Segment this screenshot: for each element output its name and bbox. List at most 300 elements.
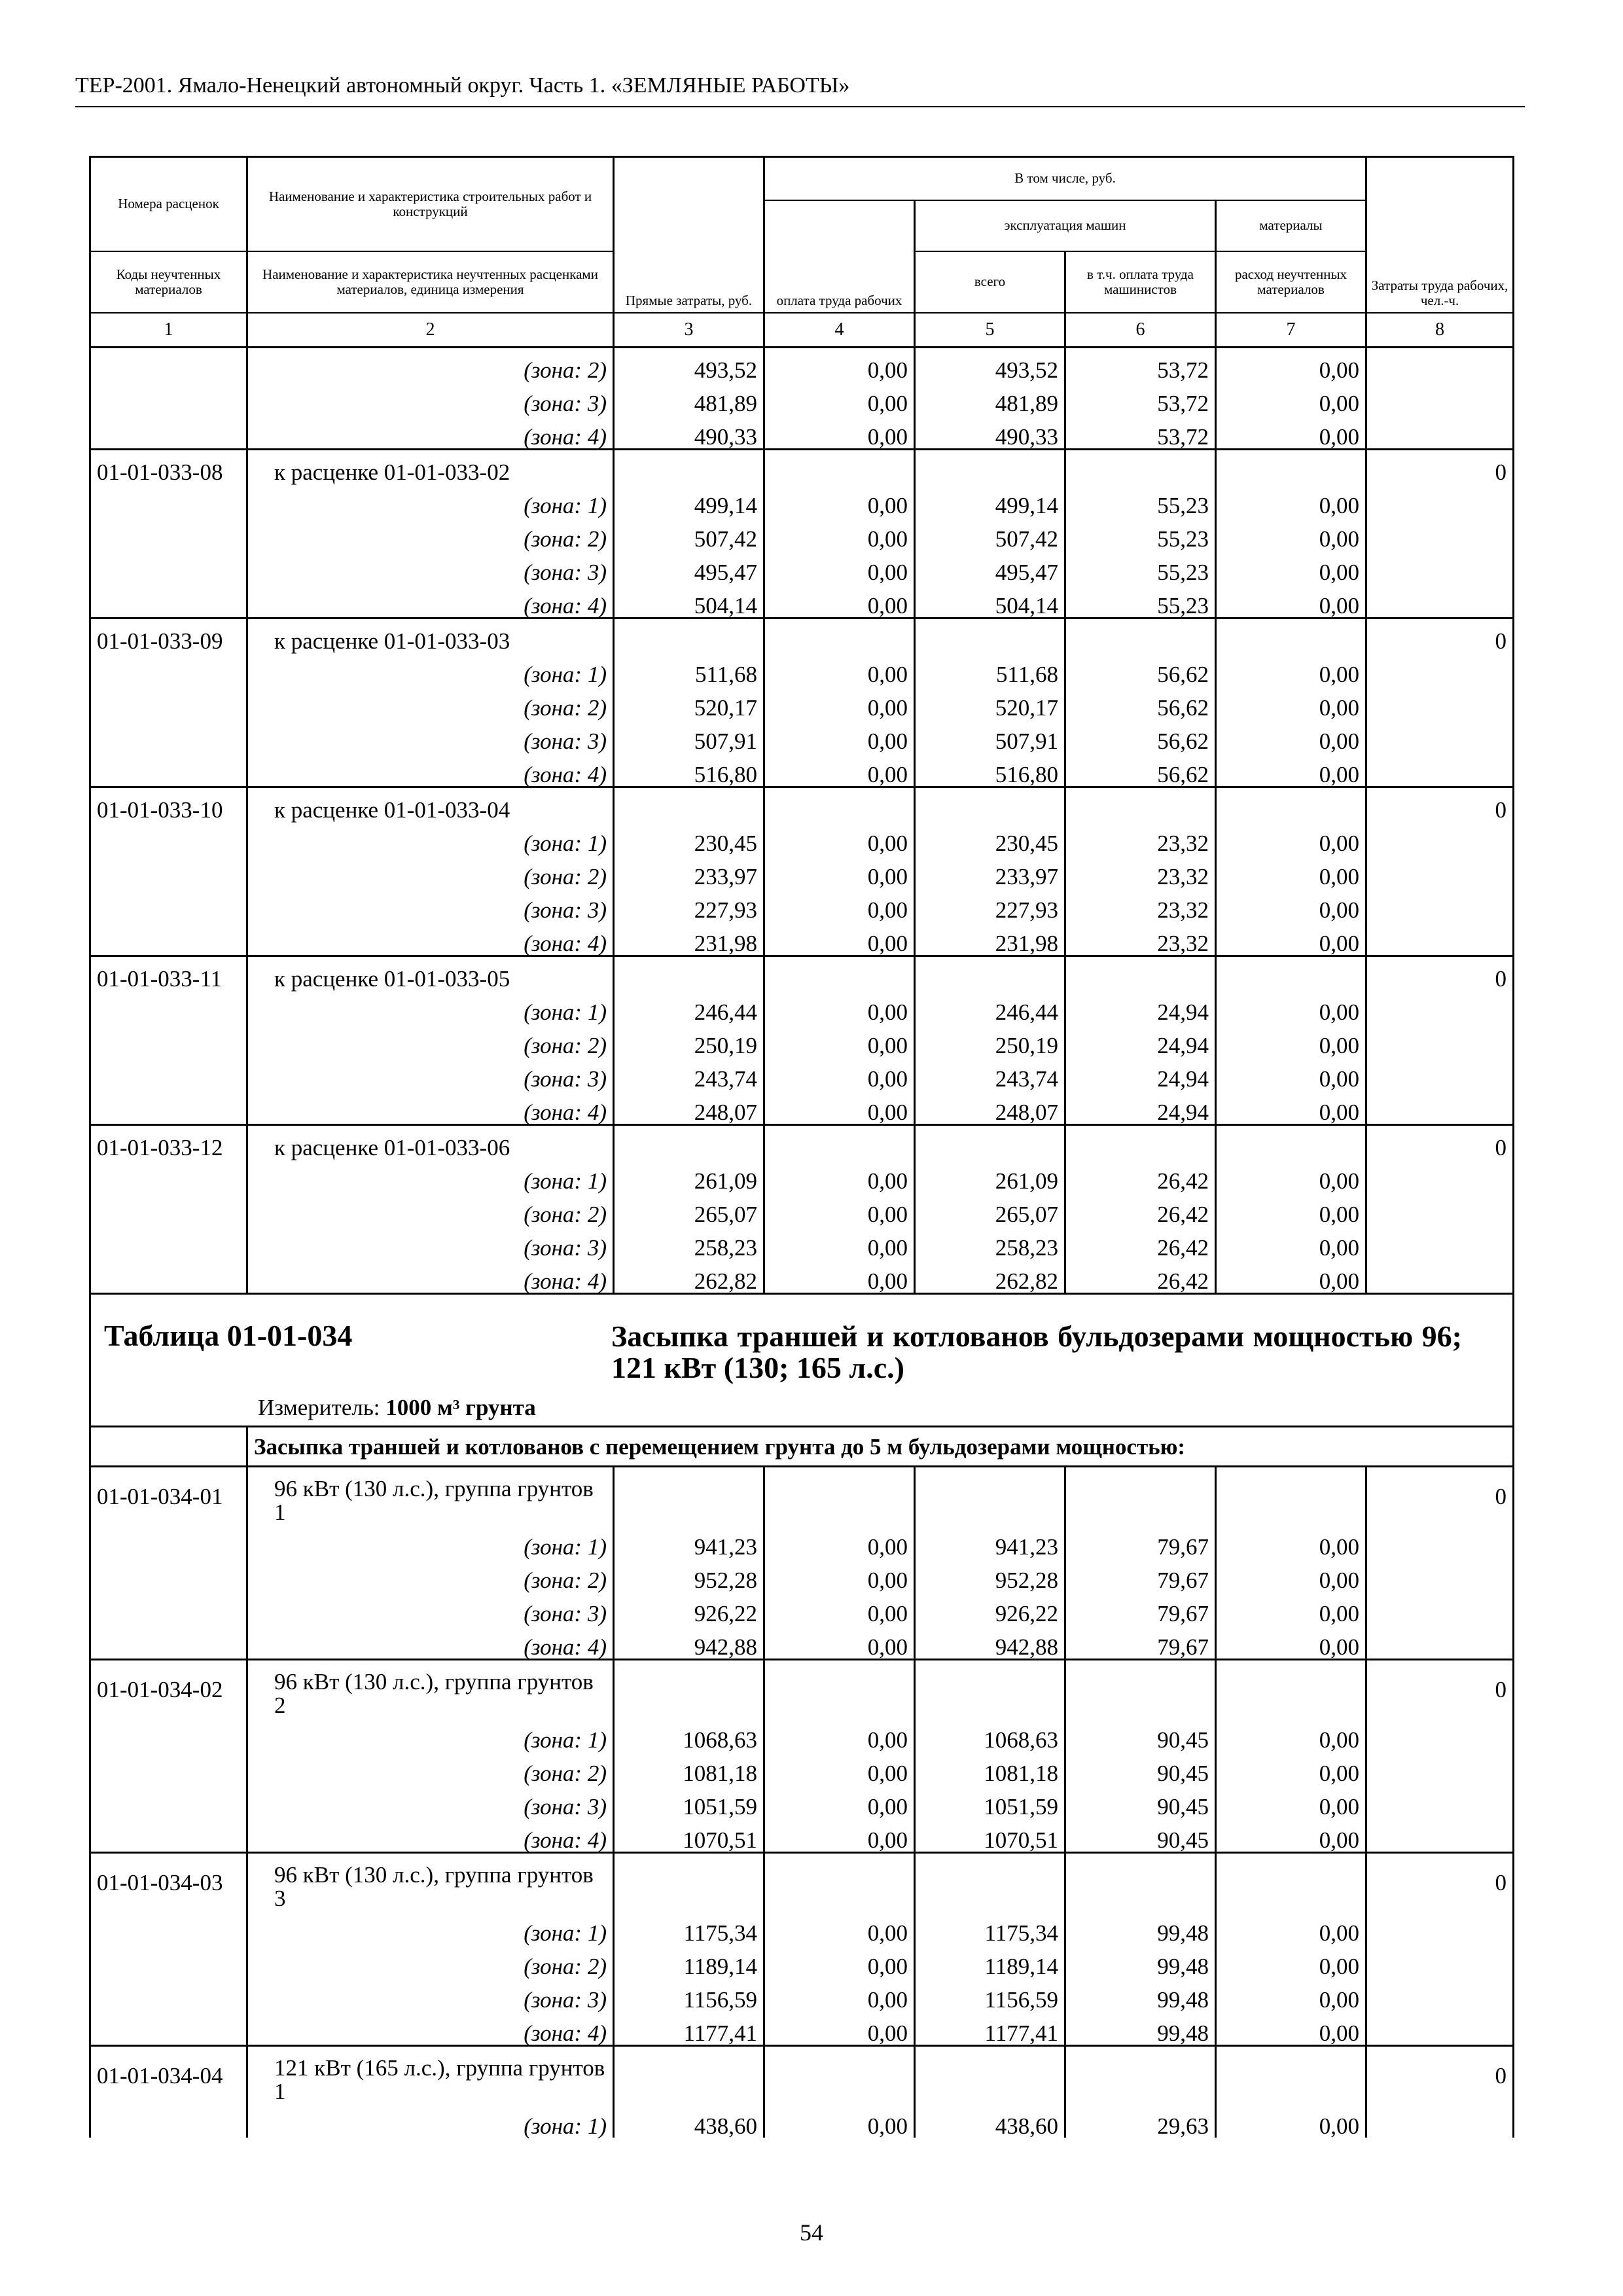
direct-costs-value: 265,07 bbox=[614, 1193, 764, 1226]
worker-pay-value: 0,00 bbox=[764, 990, 915, 1024]
rate-group-row bbox=[90, 1467, 1514, 1526]
header-including: В том числе, руб. bbox=[764, 157, 1366, 201]
table-body bbox=[90, 157, 1514, 2138]
direct-costs-value: 1189,14 bbox=[614, 1945, 764, 1978]
rate-code-cell bbox=[90, 653, 247, 686]
machinist-pay-value: 56,62 bbox=[1065, 719, 1216, 753]
header-material-names: Наименование и характеристика неучтенных расценками материалов, единица измерения bbox=[247, 251, 614, 313]
header-divider bbox=[75, 106, 1525, 107]
header-direct-costs: Прямые затраты, руб. bbox=[614, 157, 764, 314]
zone-label: (зона: 3) bbox=[247, 888, 614, 922]
materials-value: 0,00 bbox=[1216, 1911, 1366, 1945]
worker-pay-value: 0,00 bbox=[764, 1592, 915, 1625]
labor-cell bbox=[1366, 922, 1514, 956]
machine-total-value: 507,91 bbox=[915, 719, 1065, 753]
materials-value bbox=[1216, 1467, 1366, 1526]
zone-row bbox=[90, 1785, 1514, 1818]
zone-row bbox=[90, 1558, 1514, 1592]
materials-value: 0,00 bbox=[1216, 855, 1366, 888]
labor-cell bbox=[1366, 686, 1514, 719]
direct-costs-value bbox=[614, 2046, 764, 2105]
worker-pay-value: 0,00 bbox=[764, 1057, 915, 1090]
zone-label: (зона: 1) bbox=[247, 821, 614, 855]
rate-code: 01-01-033-10 bbox=[90, 787, 247, 822]
materials-value: 0,00 bbox=[1216, 484, 1366, 517]
machine-total-value: 516,80 bbox=[915, 753, 1065, 787]
header-work-name: Наименование и характеристика строительных работ и конструкций bbox=[247, 157, 614, 252]
labor-cell bbox=[1366, 348, 1514, 382]
labor-cell bbox=[1366, 1226, 1514, 1259]
direct-costs-value: 258,23 bbox=[614, 1226, 764, 1259]
zone-label: (зона: 4) bbox=[247, 922, 614, 956]
column-number: 1 bbox=[90, 313, 247, 348]
rate-name: к расценке 01-01-033-06 bbox=[247, 1125, 614, 1160]
labor-cell bbox=[1366, 1718, 1514, 1751]
column-number: 3 bbox=[614, 313, 764, 348]
rate-code-cell bbox=[90, 1785, 247, 1818]
machine-total-value: 1070,51 bbox=[915, 1818, 1065, 1853]
worker-pay-value: 0,00 bbox=[764, 1625, 915, 1660]
rate-code-cell bbox=[90, 584, 247, 619]
materials-value: 0,00 bbox=[1216, 1226, 1366, 1259]
machinist-pay-value: 99,48 bbox=[1065, 1911, 1216, 1945]
zone-row bbox=[90, 382, 1514, 415]
page-header: ТЕР-2001. Ямало-Ненецкий автономный округ. Часть 1. «ЗЕМЛЯНЫЕ РАБОТЫ» bbox=[75, 73, 850, 98]
worker-pay-value: 0,00 bbox=[764, 686, 915, 719]
machine-total-value bbox=[915, 787, 1065, 822]
direct-costs-value: 227,93 bbox=[614, 888, 764, 922]
materials-value: 0,00 bbox=[1216, 1978, 1366, 2011]
labor-value: 0 bbox=[1366, 1660, 1514, 1719]
materials-value: 0,00 bbox=[1216, 922, 1366, 956]
worker-pay-value: 0,00 bbox=[764, 382, 915, 415]
rate-code-cell bbox=[90, 2104, 247, 2138]
header-row-1 bbox=[90, 157, 1514, 201]
machine-total-value: 520,17 bbox=[915, 686, 1065, 719]
section-title: Засыпка траншей и котлованов с перемещением грунта до 5 м бульдозерами мощностью: bbox=[247, 1427, 1514, 1467]
materials-value bbox=[1216, 619, 1366, 653]
direct-costs-value: 481,89 bbox=[614, 382, 764, 415]
header-labor: Затраты труда рабочих, чел.-ч. bbox=[1366, 157, 1514, 314]
direct-costs-value: 499,14 bbox=[614, 484, 764, 517]
zone-label: (зона: 2) bbox=[247, 855, 614, 888]
materials-value bbox=[1216, 450, 1366, 484]
zone-label: (зона: 2) bbox=[247, 686, 614, 719]
worker-pay-value: 0,00 bbox=[764, 1978, 915, 2011]
machinist-pay-value: 99,48 bbox=[1065, 1978, 1216, 2011]
materials-value: 0,00 bbox=[1216, 1785, 1366, 1818]
rate-code: 01-01-034-01 bbox=[90, 1467, 247, 1526]
labor-value: 0 bbox=[1366, 1467, 1514, 1526]
machinist-pay-value: 23,32 bbox=[1065, 922, 1216, 956]
rate-code-cell bbox=[90, 1911, 247, 1945]
rate-code-cell bbox=[90, 1978, 247, 2011]
labor-value: 0 bbox=[1366, 2046, 1514, 2105]
zone-row bbox=[90, 484, 1514, 517]
worker-pay-value: 0,00 bbox=[764, 855, 915, 888]
labor-cell bbox=[1366, 1057, 1514, 1090]
machine-total-value bbox=[915, 450, 1065, 484]
rate-name: 96 кВт (130 л.с.), группа грунтов 1 bbox=[247, 1467, 614, 1526]
worker-pay-value: 0,00 bbox=[764, 1525, 915, 1558]
zone-label: (зона: 3) bbox=[247, 1785, 614, 1818]
materials-value: 0,00 bbox=[1216, 584, 1366, 619]
worker-pay-value: 0,00 bbox=[764, 922, 915, 956]
zone-row bbox=[90, 1193, 1514, 1226]
zone-label: (зона: 4) bbox=[247, 753, 614, 787]
machinist-pay-value: 26,42 bbox=[1065, 1159, 1216, 1193]
machine-total-value: 493,52 bbox=[915, 348, 1065, 382]
zone-row bbox=[90, 653, 1514, 686]
materials-value bbox=[1216, 787, 1366, 822]
zone-label: (зона: 1) bbox=[247, 1159, 614, 1193]
machinist-pay-value: 29,63 bbox=[1065, 2104, 1216, 2138]
zone-label: (зона: 3) bbox=[247, 1592, 614, 1625]
machine-total-value: 942,88 bbox=[915, 1625, 1065, 1660]
rate-name: 96 кВт (130 л.с.), группа грунтов 2 bbox=[247, 1660, 614, 1719]
rate-code-cell bbox=[90, 1718, 247, 1751]
zone-row bbox=[90, 855, 1514, 888]
direct-costs-value: 261,09 bbox=[614, 1159, 764, 1193]
materials-value: 0,00 bbox=[1216, 1718, 1366, 1751]
zone-label: (зона: 4) bbox=[247, 1259, 614, 1294]
machinist-pay-value: 90,45 bbox=[1065, 1785, 1216, 1818]
worker-pay-value: 0,00 bbox=[764, 517, 915, 550]
labor-cell bbox=[1366, 1558, 1514, 1592]
direct-costs-value: 926,22 bbox=[614, 1592, 764, 1625]
direct-costs-value: 520,17 bbox=[614, 686, 764, 719]
machine-total-value: 495,47 bbox=[915, 550, 1065, 584]
machine-total-value: 246,44 bbox=[915, 990, 1065, 1024]
machinist-pay-value bbox=[1065, 1853, 1216, 1912]
machine-total-value bbox=[915, 1125, 1065, 1160]
rate-code: 01-01-033-09 bbox=[90, 619, 247, 653]
zone-label: (зона: 2) bbox=[247, 1193, 614, 1226]
header-machinist-pay: в т.ч. оплата труда машинистов bbox=[1065, 251, 1216, 313]
header-worker-pay: оплата труда рабочих bbox=[764, 200, 915, 313]
zone-row bbox=[90, 1159, 1514, 1193]
rate-code-cell bbox=[90, 1592, 247, 1625]
worker-pay-value: 0,00 bbox=[764, 348, 915, 382]
zone-label: (зона: 1) bbox=[247, 990, 614, 1024]
machinist-pay-value: 79,67 bbox=[1065, 1525, 1216, 1558]
machine-total-value: 507,42 bbox=[915, 517, 1065, 550]
machine-total-value: 261,09 bbox=[915, 1159, 1065, 1193]
zone-label: (зона: 4) bbox=[247, 1625, 614, 1660]
materials-value: 0,00 bbox=[1216, 2104, 1366, 2138]
zone-row bbox=[90, 990, 1514, 1024]
rate-code: 01-01-034-03 bbox=[90, 1853, 247, 1912]
machinist-pay-value: 90,45 bbox=[1065, 1718, 1216, 1751]
machine-total-value bbox=[915, 956, 1065, 991]
zone-label: (зона: 3) bbox=[247, 1226, 614, 1259]
direct-costs-value bbox=[614, 787, 764, 822]
machinist-pay-value: 79,67 bbox=[1065, 1592, 1216, 1625]
materials-value: 0,00 bbox=[1216, 550, 1366, 584]
materials-value: 0,00 bbox=[1216, 1159, 1366, 1193]
materials-value bbox=[1216, 1125, 1366, 1160]
rate-group-row bbox=[90, 787, 1514, 822]
machinist-pay-value: 53,72 bbox=[1065, 382, 1216, 415]
machine-total-value: 258,23 bbox=[915, 1226, 1065, 1259]
machinist-pay-value: 79,67 bbox=[1065, 1625, 1216, 1660]
direct-costs-value: 1156,59 bbox=[614, 1978, 764, 2011]
rate-code: 01-01-034-02 bbox=[90, 1660, 247, 1719]
zone-row bbox=[90, 1525, 1514, 1558]
zone-row bbox=[90, 1625, 1514, 1660]
rate-code-cell bbox=[90, 1525, 247, 1558]
materials-value: 0,00 bbox=[1216, 2011, 1366, 2046]
zone-label: (зона: 2) bbox=[247, 517, 614, 550]
materials-value bbox=[1216, 956, 1366, 991]
rate-code-cell bbox=[90, 484, 247, 517]
direct-costs-value bbox=[614, 450, 764, 484]
machinist-pay-value: 99,48 bbox=[1065, 1945, 1216, 1978]
rate-code-cell bbox=[90, 415, 247, 450]
zone-label: (зона: 2) bbox=[247, 1751, 614, 1785]
direct-costs-value: 246,44 bbox=[614, 990, 764, 1024]
worker-pay-value bbox=[764, 450, 915, 484]
materials-value: 0,00 bbox=[1216, 1259, 1366, 1294]
labor-cell bbox=[1366, 990, 1514, 1024]
machine-total-value: 490,33 bbox=[915, 415, 1065, 450]
rate-code-cell bbox=[90, 821, 247, 855]
machine-total-value: 230,45 bbox=[915, 821, 1065, 855]
rate-code-cell bbox=[90, 888, 247, 922]
machinist-pay-value bbox=[1065, 1660, 1216, 1719]
machine-total-value: 511,68 bbox=[915, 653, 1065, 686]
direct-costs-value: 231,98 bbox=[614, 922, 764, 956]
zone-row bbox=[90, 1911, 1514, 1945]
rate-code-cell bbox=[90, 1945, 247, 1978]
zone-row bbox=[90, 2011, 1514, 2046]
materials-value: 0,00 bbox=[1216, 517, 1366, 550]
worker-pay-value: 0,00 bbox=[764, 484, 915, 517]
direct-costs-value: 504,14 bbox=[614, 584, 764, 619]
machine-total-value: 248,07 bbox=[915, 1090, 1065, 1125]
machine-total-value bbox=[915, 619, 1065, 653]
rate-code-cell bbox=[90, 719, 247, 753]
direct-costs-value: 507,42 bbox=[614, 517, 764, 550]
rate-code-cell bbox=[90, 1259, 247, 1294]
machine-total-value: 1177,41 bbox=[915, 2011, 1065, 2046]
direct-costs-value bbox=[614, 956, 764, 991]
direct-costs-value: 1177,41 bbox=[614, 2011, 764, 2046]
worker-pay-value bbox=[764, 1467, 915, 1526]
machinist-pay-value: 90,45 bbox=[1065, 1818, 1216, 1853]
zone-row bbox=[90, 415, 1514, 450]
direct-costs-value: 438,60 bbox=[614, 2104, 764, 2138]
zone-row bbox=[90, 1978, 1514, 2011]
direct-costs-value: 952,28 bbox=[614, 1558, 764, 1592]
machinist-pay-value: 55,23 bbox=[1065, 584, 1216, 619]
materials-value: 0,00 bbox=[1216, 753, 1366, 787]
header-material-codes: Коды неучтенных материалов bbox=[90, 251, 247, 313]
machine-total-value: 1189,14 bbox=[915, 1945, 1065, 1978]
machine-total-value: 233,97 bbox=[915, 855, 1065, 888]
rate-group-row bbox=[90, 619, 1514, 653]
zone-row bbox=[90, 1024, 1514, 1057]
machine-total-value bbox=[915, 1853, 1065, 1912]
zone-row bbox=[90, 821, 1514, 855]
machine-total-value: 250,19 bbox=[915, 1024, 1065, 1057]
zone-row bbox=[90, 517, 1514, 550]
rate-code-cell bbox=[90, 990, 247, 1024]
machine-total-value bbox=[915, 1467, 1065, 1526]
worker-pay-value: 0,00 bbox=[764, 821, 915, 855]
machine-total-value: 231,98 bbox=[915, 922, 1065, 956]
machinist-pay-value bbox=[1065, 956, 1216, 991]
labor-cell bbox=[1366, 584, 1514, 619]
table-label: Таблица 01-01-034 bbox=[104, 1319, 353, 1352]
labor-cell bbox=[1366, 1024, 1514, 1057]
machinist-pay-value: 23,32 bbox=[1065, 821, 1216, 855]
rate-code-cell bbox=[90, 922, 247, 956]
machinist-pay-value bbox=[1065, 450, 1216, 484]
worker-pay-value: 0,00 bbox=[764, 719, 915, 753]
worker-pay-value bbox=[764, 787, 915, 822]
zone-row bbox=[90, 348, 1514, 382]
zone-label: (зона: 4) bbox=[247, 584, 614, 619]
zone-label: (зона: 3) bbox=[247, 1978, 614, 2011]
machine-total-value: 1156,59 bbox=[915, 1978, 1065, 2011]
worker-pay-value: 0,00 bbox=[764, 653, 915, 686]
labor-cell bbox=[1366, 382, 1514, 415]
rate-name: 96 кВт (130 л.с.), группа грунтов 3 bbox=[247, 1853, 614, 1912]
rate-code-cell bbox=[90, 855, 247, 888]
labor-cell bbox=[1366, 1193, 1514, 1226]
header-machine-operation: эксплуатация машин bbox=[915, 200, 1216, 251]
header-unaccounted-materials: расход неучтенных материалов bbox=[1216, 251, 1366, 313]
worker-pay-value: 0,00 bbox=[764, 1193, 915, 1226]
materials-value: 0,00 bbox=[1216, 415, 1366, 450]
machine-total-value: 926,22 bbox=[915, 1592, 1065, 1625]
worker-pay-value bbox=[764, 1853, 915, 1912]
worker-pay-value: 0,00 bbox=[764, 1159, 915, 1193]
rate-code-cell bbox=[90, 2011, 247, 2046]
machine-total-value: 265,07 bbox=[915, 1193, 1065, 1226]
machinist-pay-value: 99,48 bbox=[1065, 2011, 1216, 2046]
worker-pay-value: 0,00 bbox=[764, 888, 915, 922]
rate-code: 01-01-033-08 bbox=[90, 450, 247, 484]
rate-group-row bbox=[90, 956, 1514, 991]
labor-cell bbox=[1366, 1525, 1514, 1558]
machine-total-value: 438,60 bbox=[915, 2104, 1065, 2138]
rate-code: 01-01-034-04 bbox=[90, 2046, 247, 2105]
worker-pay-value bbox=[764, 1125, 915, 1160]
machinist-pay-value: 55,23 bbox=[1065, 517, 1216, 550]
materials-value: 0,00 bbox=[1216, 686, 1366, 719]
machine-total-value: 952,28 bbox=[915, 1558, 1065, 1592]
rate-code-cell bbox=[90, 1057, 247, 1090]
table-title-row bbox=[90, 1294, 1514, 1427]
machinist-pay-value bbox=[1065, 1125, 1216, 1160]
machinist-pay-value: 24,94 bbox=[1065, 990, 1216, 1024]
direct-costs-value: 516,80 bbox=[614, 753, 764, 787]
direct-costs-value bbox=[614, 1125, 764, 1160]
labor-cell bbox=[1366, 1785, 1514, 1818]
machinist-pay-value bbox=[1065, 619, 1216, 653]
materials-value: 0,00 bbox=[1216, 1945, 1366, 1978]
machine-total-value: 1081,18 bbox=[915, 1751, 1065, 1785]
worker-pay-value bbox=[764, 956, 915, 991]
rate-group-row bbox=[90, 1853, 1514, 1912]
rate-code-cell bbox=[90, 550, 247, 584]
labor-value: 0 bbox=[1366, 1125, 1514, 1160]
zone-row bbox=[90, 550, 1514, 584]
machine-total-value: 504,14 bbox=[915, 584, 1065, 619]
zone-label: (зона: 4) bbox=[247, 1090, 614, 1125]
labor-cell bbox=[1366, 1592, 1514, 1625]
header-materials: материалы bbox=[1216, 200, 1366, 251]
materials-value: 0,00 bbox=[1216, 888, 1366, 922]
zone-row bbox=[90, 1226, 1514, 1259]
direct-costs-value: 243,74 bbox=[614, 1057, 764, 1090]
zone-label: (зона: 2) bbox=[247, 1945, 614, 1978]
machinist-pay-value: 24,94 bbox=[1065, 1024, 1216, 1057]
rates-table bbox=[89, 156, 1514, 2138]
zone-label: (зона: 1) bbox=[247, 1718, 614, 1751]
table-title-block bbox=[91, 1295, 1512, 1426]
machine-total-value: 243,74 bbox=[915, 1057, 1065, 1090]
machinist-pay-value: 23,32 bbox=[1065, 855, 1216, 888]
machinist-pay-value: 24,94 bbox=[1065, 1090, 1216, 1125]
labor-cell bbox=[1366, 415, 1514, 450]
zone-label: (зона: 4) bbox=[247, 415, 614, 450]
materials-value: 0,00 bbox=[1216, 1625, 1366, 1660]
worker-pay-value: 0,00 bbox=[764, 1911, 915, 1945]
measure-prefix: Измеритель: bbox=[258, 1395, 380, 1420]
labor-cell bbox=[1366, 888, 1514, 922]
machine-total-value: 1068,63 bbox=[915, 1718, 1065, 1751]
zone-row bbox=[90, 1090, 1514, 1125]
materials-value: 0,00 bbox=[1216, 1193, 1366, 1226]
rate-code-cell bbox=[90, 1751, 247, 1785]
direct-costs-value: 1051,59 bbox=[614, 1785, 764, 1818]
materials-value: 0,00 bbox=[1216, 719, 1366, 753]
labor-cell bbox=[1366, 753, 1514, 787]
worker-pay-value bbox=[764, 1660, 915, 1719]
rate-code-cell bbox=[90, 1558, 247, 1592]
rate-name: к расценке 01-01-033-04 bbox=[247, 787, 614, 822]
machine-total-value: 227,93 bbox=[915, 888, 1065, 922]
direct-costs-value: 495,47 bbox=[614, 550, 764, 584]
machine-total-value: 941,23 bbox=[915, 1525, 1065, 1558]
zone-label: (зона: 4) bbox=[247, 2011, 614, 2046]
worker-pay-value: 0,00 bbox=[764, 2104, 915, 2138]
materials-value: 0,00 bbox=[1216, 1024, 1366, 1057]
direct-costs-value bbox=[614, 1467, 764, 1526]
machinist-pay-value: 53,72 bbox=[1065, 348, 1216, 382]
worker-pay-value: 0,00 bbox=[764, 1945, 915, 1978]
zone-row bbox=[90, 1259, 1514, 1294]
materials-value: 0,00 bbox=[1216, 821, 1366, 855]
worker-pay-value bbox=[764, 619, 915, 653]
direct-costs-value bbox=[614, 1660, 764, 1719]
worker-pay-value: 0,00 bbox=[764, 550, 915, 584]
column-number-row bbox=[90, 313, 1514, 348]
machine-total-value bbox=[915, 1660, 1065, 1719]
zone-label: (зона: 1) bbox=[247, 1911, 614, 1945]
materials-value: 0,00 bbox=[1216, 1751, 1366, 1785]
zone-label: (зона: 3) bbox=[247, 719, 614, 753]
rate-code-cell bbox=[90, 1159, 247, 1193]
rate-name: 121 кВт (165 л.с.), группа грунтов 1 bbox=[247, 2046, 614, 2105]
direct-costs-value: 1175,34 bbox=[614, 1911, 764, 1945]
machinist-pay-value: 56,62 bbox=[1065, 753, 1216, 787]
rate-name: к расценке 01-01-033-02 bbox=[247, 450, 614, 484]
labor-cell bbox=[1366, 1978, 1514, 2011]
